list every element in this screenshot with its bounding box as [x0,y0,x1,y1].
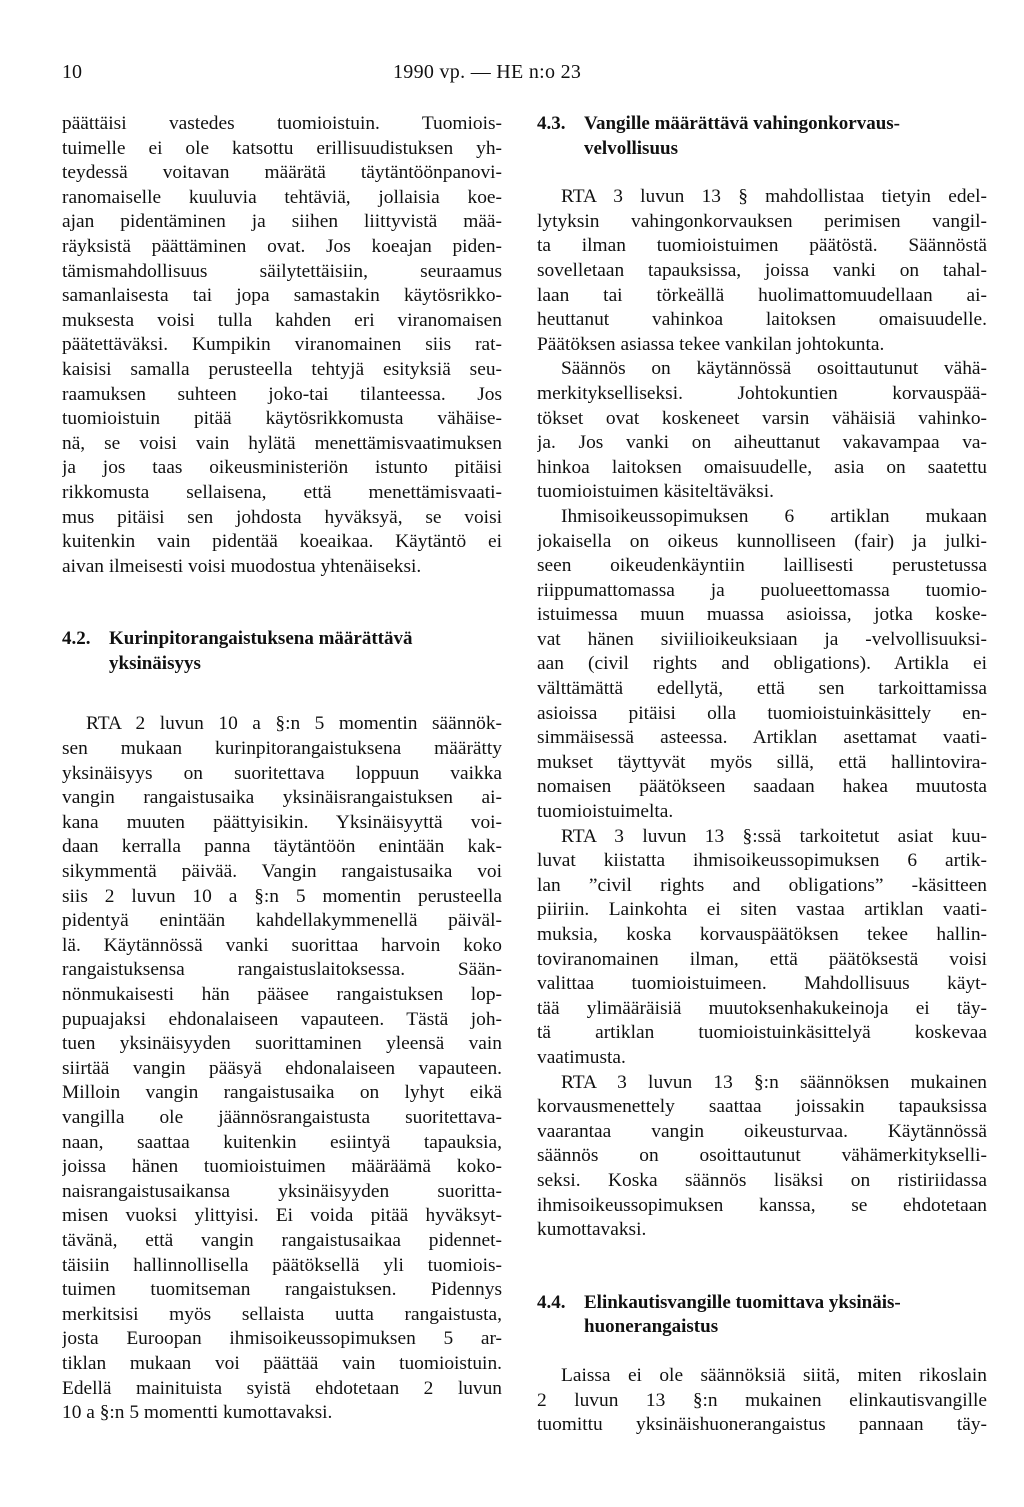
text-line: korvausmenettely saattaa joissakin tapauksissa [537,1096,987,1118]
page-number: 10 [62,61,82,83]
text-line: tuomioistuin pitää käytösrikkomusta vähäise- [62,408,502,430]
text-line: ajan pidentäminen ja siihen liittyvistä mää- [62,211,502,233]
text-line: siirtää vangin pääsyä ehdonalaiseen vapauteen. [62,1057,502,1079]
text-line: istuimessa muun muassa asioissa, jotka koske- [537,604,987,626]
text-line: seksi. Koska säännös lisäksi on ristiriidassa [537,1169,987,1191]
text-line: RTA 3 luvun 13 §:n säännöksen mukainen [561,1071,987,1093]
text-line: joissa hänen tuomioistuimen määräämä koko- [62,1156,502,1178]
paragraph [537,825,987,1071]
text-line: ihmisoikeussopimuksen kanssa, se ehdotetaan [537,1194,987,1216]
text-line: merkitykselliseksi. Johtokuntien korvauspää- [537,382,987,404]
left-column [62,112,502,1426]
text-line: toviranomainen ilman, että päätöksestä voisi [537,948,987,970]
text-line: 2 luvun 13 §:n mukainen elinkautisvangille [537,1389,987,1411]
text-line: päätettäväksi. Kumpikin viranomainen siis rat- [62,334,502,356]
text-line: tuimelle ei ole katsottu erillisuudistuksen yh- [62,137,502,159]
text-line: tä artiklan tuomioistuinkäsittelyä koskevaa [537,1022,987,1044]
text-line: sen mukaan kurinpitorangaistuksena määrätty [62,738,502,760]
text-line: aivan ilmeisesti voisi muodostua yhtenäiseksi. [62,555,422,577]
text-line: tuomioistuimen käsiteltäväksi. [537,481,774,503]
text-line: yksinäisyys on suoritettava loppuun vaikka [62,762,502,784]
text-line: seen oikeudenkäyntiin laillisesti perustetussa [537,555,987,577]
text-line: nönmukaisesti hän pääsee rangaistuksen lop- [62,984,502,1005]
right-column [537,112,987,1438]
section-title-line: Elinkautisvangille tuomittava yksinäis- [584,1291,901,1313]
text-line: RTA 2 luvun 10 a §:n 5 momentin säännök- [86,713,502,735]
section-title-line: Vangille määrättävä vahingonkorvaus- [584,113,900,134]
paragraph [537,357,987,505]
text-line: daan kerralla panna täytäntöön enintään kak- [62,836,502,858]
paragraph [537,505,987,825]
text-line: vat hänen siviilioikeuksiaan ja -velvollisuuksi- [537,628,987,650]
text-line: tävänä, että vangin rangaistusaikaa pidennet- [62,1229,502,1251]
text-line: siis 2 luvun 10 a §:n 5 momentin perusteella [62,885,502,907]
section-body [537,185,987,1243]
text-line: välttämättä edellytä, että sen tarkoittamissa [537,678,987,700]
text-line: Päätöksen asiassa tekee vankilan johtokunta. [537,333,885,355]
text-line: säännös on osoittautunut vähämerkitykselli- [537,1145,987,1167]
section-number: 4.3. [537,113,566,134]
text-line: tuomioistuimelta. [537,801,674,823]
text-line: tiklan mukaan voi päättää vain tuomioistuin. [62,1352,502,1374]
text-line: RTA 3 luvun 13 §:ssä tarkoitetut asiat kuu- [561,825,987,847]
text-line: tuen yksinäisyyden suorittaminen yleensä vain [62,1033,502,1055]
section-title-line: yksinäisyys [109,652,201,674]
text-line: misen vuoksi ylittyisi. Ei voida pitää hyväksyt- [62,1205,502,1227]
text-line: simmäisessä asteessa. Artiklan asettamat vaati- [537,727,987,749]
text-line: vangilla ole jäännösrangaistusta suoritettava- [62,1106,502,1128]
paragraph [62,112,502,579]
text-line: laan tai törkeällä huolimattomuudellaan ai- [537,284,987,306]
text-line: nä, se voisi vain hylätä menettämisvaatimuksen [62,432,502,454]
text-line: muksesta voisi tulla kahden eri viranomaisen [62,309,502,331]
text-line: kuitenkin vain pidentää koeaikaa. Käytäntö ei [62,531,502,553]
text-line: vaatimusta. [537,1046,626,1068]
text-line: merkitsisi myös sellaista uutta rangaistusta, [62,1303,502,1325]
text-line: muksia, koska korvauspäätöksen tekee hallin- [537,924,987,945]
text-line: tökset ovat koskeneet varsin vähäisiä vahinko- [537,407,987,429]
section-heading-4-4 [537,1291,987,1340]
text-line: päättäisi vastedes tuomioistuin. Tuomiois- [62,113,502,134]
text-line: täisiin hallinnollisella päätöksellä yli tuomiois- [62,1254,502,1276]
text-line: sovelletaan tapauksissa, joissa vanki on tahal- [537,259,987,281]
section-title-line: huonerangaistus [584,1316,719,1338]
text-line: kumottavaksi. [537,1219,647,1241]
text-line: tuimen tuomitseman rangaistuksen. Pidennys [62,1279,502,1301]
text-line: 10 a §:n 5 momentti kumottavaksi. [62,1402,333,1424]
text-line: ja. Jos vanki on aiheuttanut vakavampaa va- [537,432,987,454]
text-line: rikkomusta sellaisena, että menettämisvaati- [62,481,502,503]
section-title-line: Kurinpitorangaistuksena määrättävä [109,628,413,650]
paragraph [537,185,987,357]
text-line: josta Euroopan ihmisoikeussopimuksen 5 ar- [62,1328,502,1350]
section-number: 4.4. [537,1291,566,1313]
section-number: 4.2. [62,628,91,650]
text-line: aan (civil rights and obligations). Artikla ei [537,653,987,675]
text-line: vaarantaa vangin oikeusturvaa. Käytännössä [537,1120,987,1142]
text-line: valittaa tuomioistuimeen. Mahdollisuus käyt- [537,973,987,995]
text-line: luvat kiistatta ihmisoikeussopimuksen 6 artik- [537,850,987,872]
text-line: piiriin. Lainkohta ei siten vastaa artiklan vaati- [537,899,987,921]
text-line: ranomaiselle kuuluvia tehtäviä, jollaisia koe- [62,186,502,208]
text-line: asioissa pitäisi olla tuomioistuinkäsittely en- [537,702,987,724]
text-line: ta ilman tuomioistuimen päätöstä. Säännöstä [537,235,987,257]
text-line: Edellä mainituista syistä ehdotetaan 2 luvun [62,1377,502,1399]
running-head: 1990 vp. — HE n:o 23 [393,61,582,83]
text-line: raamuksen suhteen joko-tai tilanteessa. Jos [62,383,502,405]
text-line: naan, saattaa kuitenkin esiintyä tapauksia, [62,1131,502,1153]
text-line: pidentyä enintään kahdellakymmenellä päiväl- [62,910,502,932]
text-line: naisrangaistusaikansa yksinäisyyden suoritta- [62,1180,502,1202]
section-heading-4-2 [62,627,502,676]
text-line: tää ylimääräisiä muutoksenhakukeinoja ei täy- [537,997,987,1019]
text-line: ja jos taas oikeusministeriön istunto pitäisi [62,457,502,479]
text-line: riippumattomassa ja puolueettomassa tuomio- [537,579,987,601]
section-title-line: velvollisuus [584,137,678,159]
text-line: tuomittu yksinäishuonerangaistus pannaan täy- [537,1414,987,1436]
text-line: jokaisella on oikeus kunnolliseen (fair) ja julki- [537,530,987,552]
text-line: lytyksin vahingonkorvauksen perimisen vangil- [537,210,987,232]
text-line: kaisisi samalla perusteella tehtyjä esityksiä seu- [62,358,502,380]
paragraph [537,1071,987,1243]
text-line: sikymmentä päivää. Vangin rangaistusaika voi [62,861,502,883]
text-line: vangin rangaistusaika yksinäisrangaistuksen ai- [62,787,502,809]
text-line: samanlaisesta tai jopa samastakin käytösrikko- [62,285,502,307]
text-line: Milloin vangin rangaistusaika on lyhyt eikä [62,1082,502,1104]
text-line: lä. Käytännössä vanki suorittaa harvoin koko [62,934,502,956]
text-line: teydessä voitavan määrätä täytäntöönpanovi- [62,162,502,184]
paragraph [62,712,502,1425]
text-line: pupuajaksi ehdonalaiseen vapauteen. Tästä joh- [62,1008,502,1030]
text-line: kana muuten päättyisikin. Yksinäisyyttä voi- [62,811,502,833]
text-line: RTA 3 luvun 13 § mahdollistaa tietyin edel- [561,186,987,208]
text-line: Säännös on käytännössä osoittautunut vähä- [561,358,987,380]
text-line: nomaisen päätökseen saadaan hakea muutosta [537,776,987,798]
text-line: lan ”civil rights and obligations” -käsitteen [537,874,987,896]
text-line: rangaistuksensa rangaistuslaitoksessa. Sään- [62,959,502,981]
text-line: mukset täyttyvät myös sillä, että hallintovira- [537,751,987,773]
text-line: hinkoa laitoksen omaisuudelle, asia on saatettu [537,456,987,478]
paragraph [537,1364,987,1438]
text-line: Ihmisoikeussopimuksen 6 artiklan mukaan [561,505,987,527]
page-header [0,61,1024,91]
text-line: räyksistä päättäminen ovat. Jos koeajan piden- [62,235,502,257]
text-line: Laissa ei ole säännöksiä siitä, miten rikoslain [561,1364,987,1386]
text-line: mus pitäisi sen johdosta hyväksyä, se voisi [62,506,502,528]
text-line: tämismahdollisuus säilytettäisiin, seuraamus [62,260,502,282]
text-line: heuttanut vahinkoa laitoksen omaisuudelle. [537,309,987,331]
section-heading-4-3 [537,112,987,161]
